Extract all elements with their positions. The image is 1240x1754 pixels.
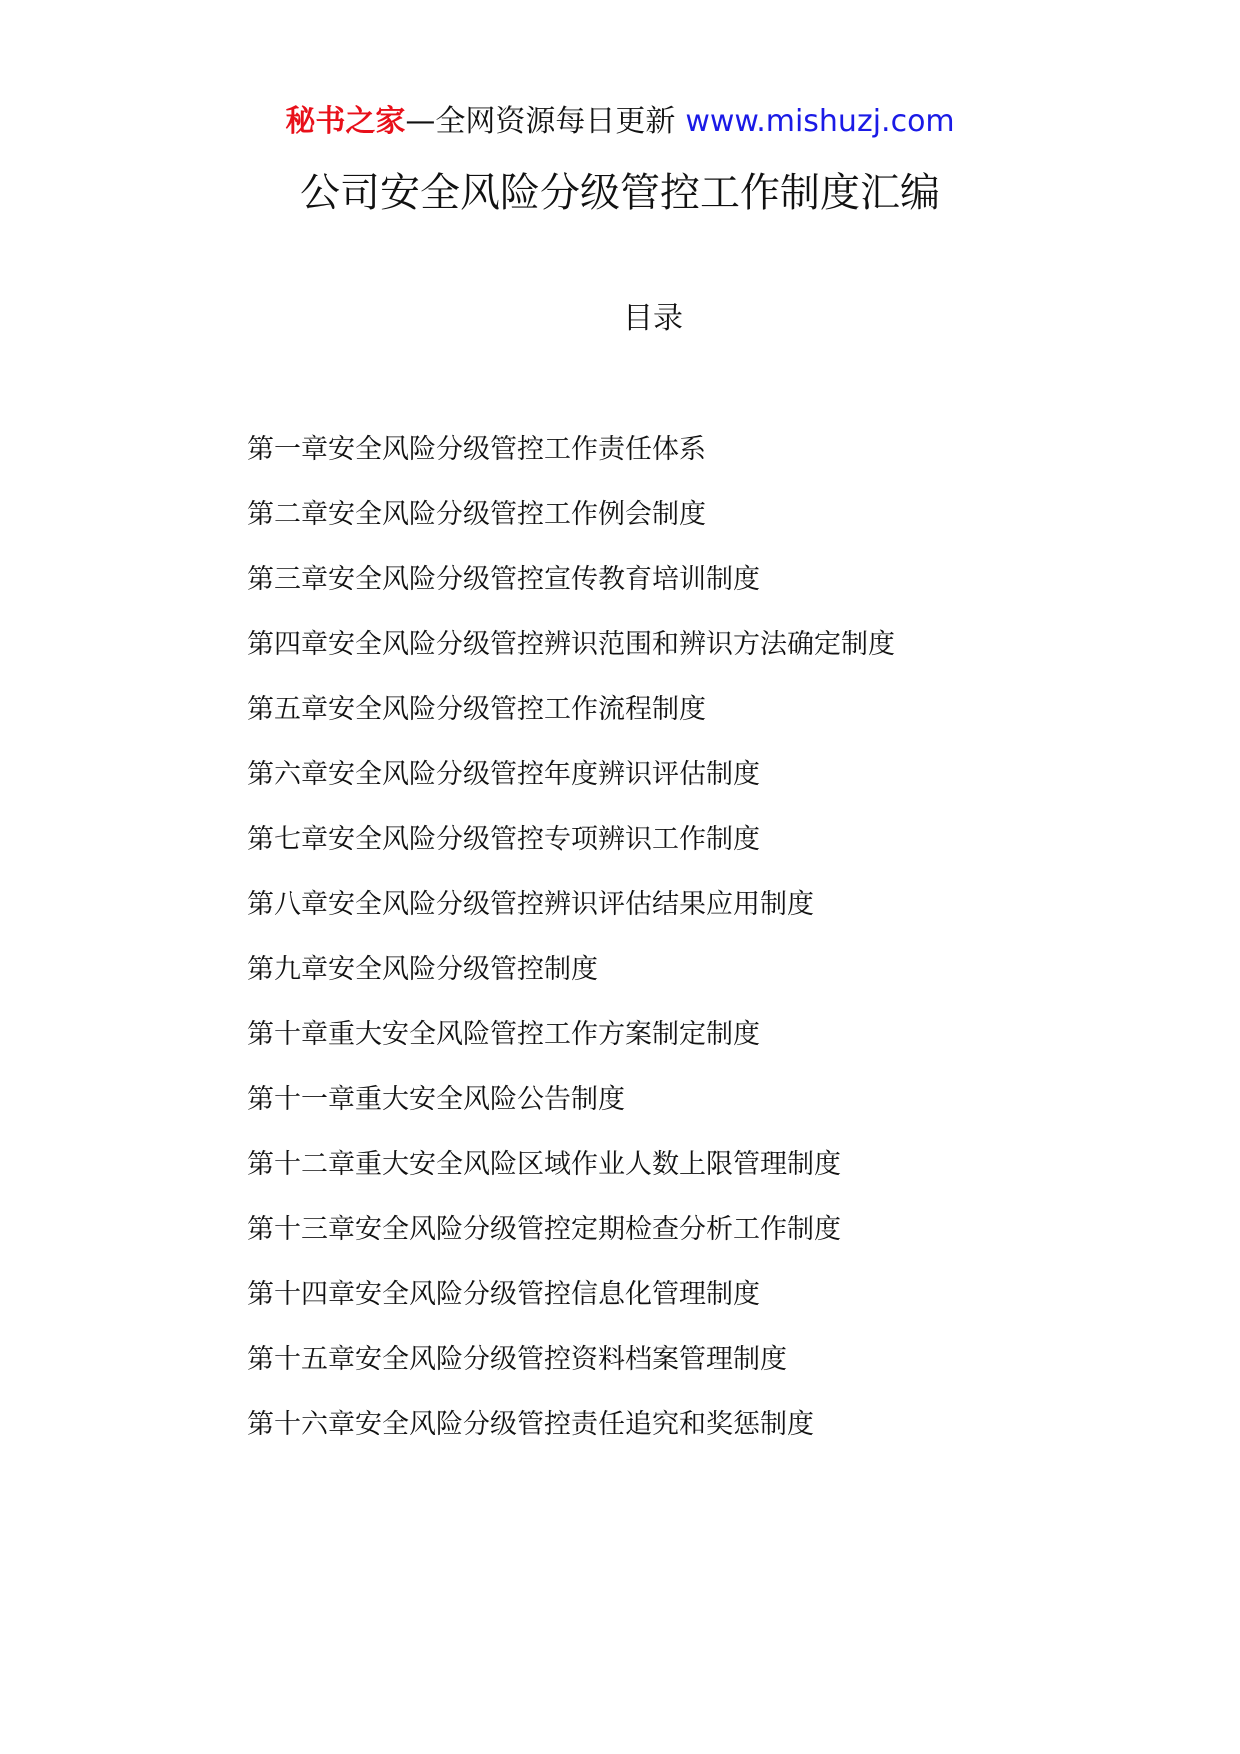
toc-item: 第二章安全风险分级管控工作例会制度 [247,499,706,530]
table-of-contents [247,430,895,1470]
header-tagline: —全网资源每日更新 [405,104,676,139]
toc-item: 第四章安全风险分级管控辨识范围和辨识方法确定制度 [247,629,895,660]
toc-item: 第十三章安全风险分级管控定期检查分析工作制度 [247,1214,841,1245]
toc-item: 第一章安全风险分级管控工作责任体系 [247,434,706,465]
document-title: 公司安全风险分级管控工作制度汇编 [300,170,940,216]
toc-item: 第七章安全风险分级管控专项辨识工作制度 [247,824,760,855]
toc-item: 第三章安全风险分级管控宣传教育培训制度 [247,564,760,595]
toc-item: 第十章重大安全风险管控工作方案制定制度 [247,1019,760,1050]
toc-item: 第十四章安全风险分级管控信息化管理制度 [247,1279,760,1310]
toc-item: 第十六章安全风险分级管控责任追究和奖惩制度 [247,1409,814,1440]
toc-item: 第十二章重大安全风险区域作业人数上限管理制度 [247,1149,841,1180]
brand-name: 秘书之家 [285,104,406,139]
site-header [0,100,1240,144]
toc-item: 第五章安全风险分级管控工作流程制度 [247,694,706,725]
toc-item: 第九章安全风险分级管控制度 [247,954,598,985]
toc-item: 第八章安全风险分级管控辨识评估结果应用制度 [247,889,814,920]
toc-item: 第十一章重大安全风险公告制度 [247,1084,625,1115]
toc-item: 第六章安全风险分级管控年度辨识评估制度 [247,759,760,790]
site-url-link[interactable]: www.mishuzj.com [685,104,955,139]
toc-item: 第十五章安全风险分级管控资料档案管理制度 [247,1344,787,1375]
toc-heading: 目录 [623,301,683,336]
